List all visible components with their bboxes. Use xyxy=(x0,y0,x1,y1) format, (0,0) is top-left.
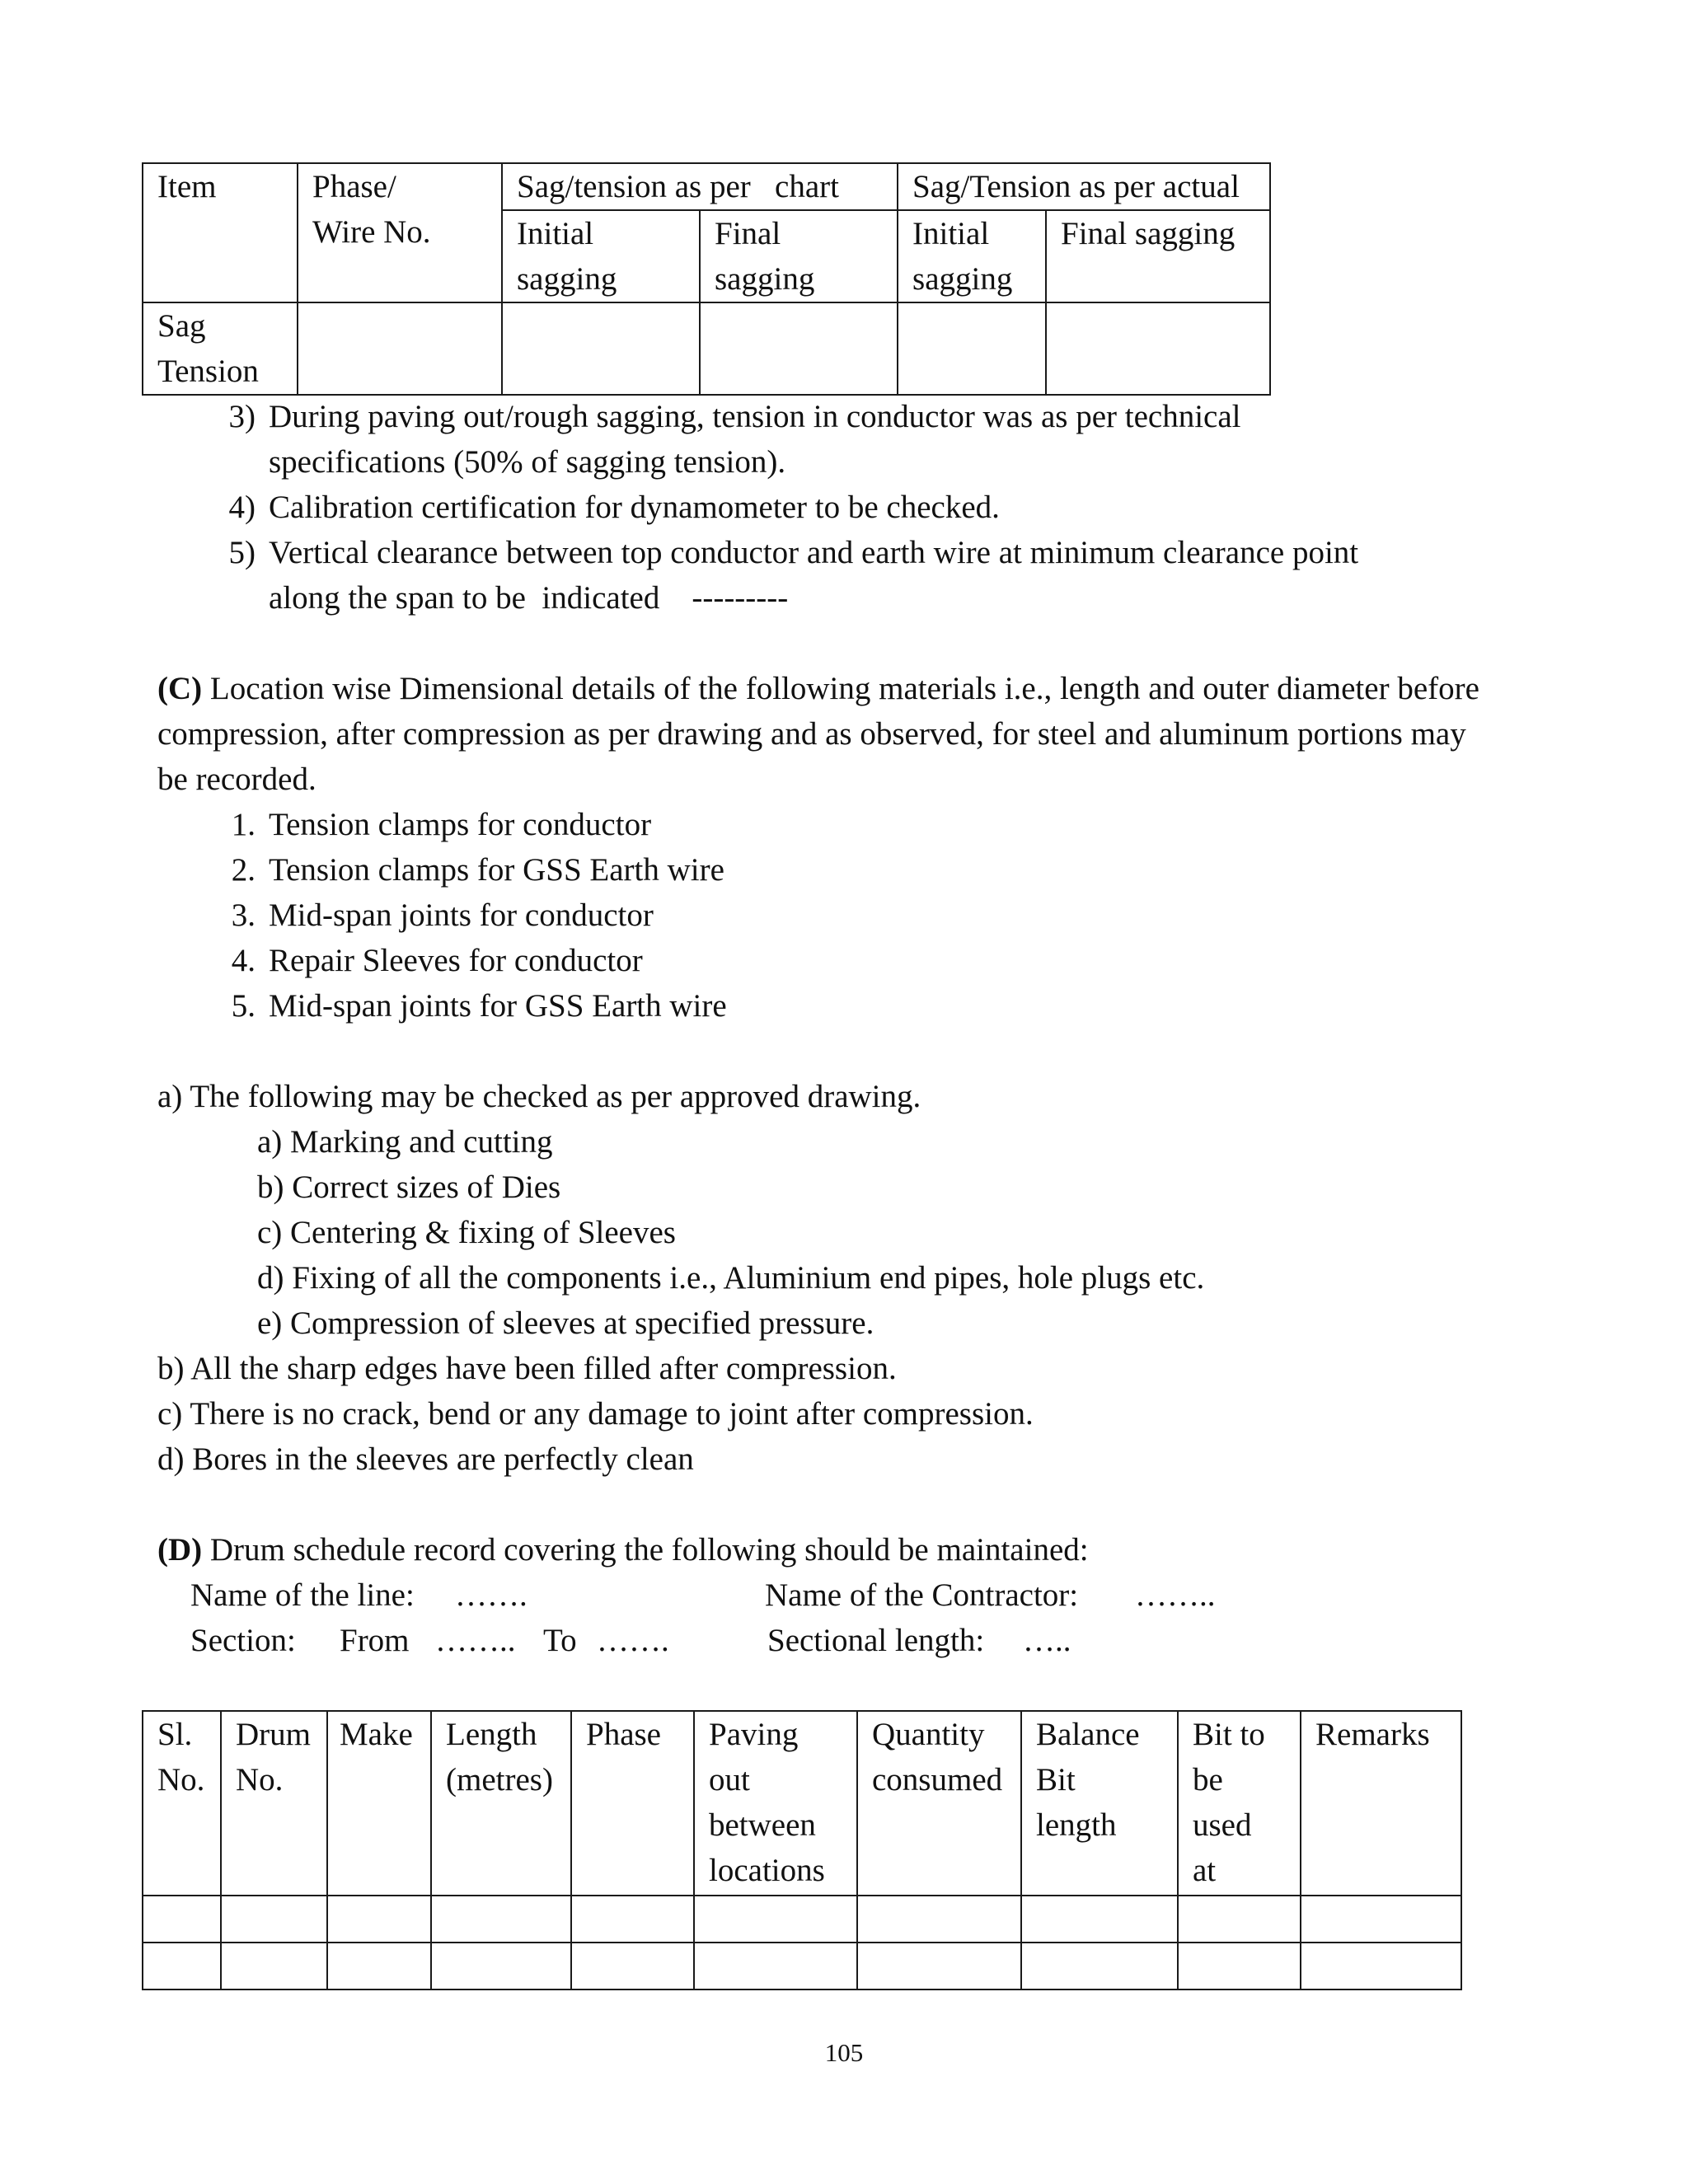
header-chart-group: Sag/tension as per chart xyxy=(502,163,898,210)
name-of-line-label: Name of the line: xyxy=(190,1577,415,1613)
table-cell xyxy=(327,1896,431,1943)
sectional-length-label: Sectional length: xyxy=(767,1623,985,1658)
table-cell xyxy=(571,1943,694,1990)
table-cell xyxy=(221,1943,327,1990)
header-length: Length (metres) xyxy=(431,1711,571,1896)
sectional-length-value: ….. xyxy=(1023,1623,1071,1658)
sag-tension-table xyxy=(142,162,1271,396)
header-phase-wire: Phase/ Wire No. xyxy=(298,163,502,302)
list-item: d) Fixing of all the components i.e., Aluminium end pipes, hole plugs etc. xyxy=(257,1260,1205,1296)
header-bit-to-be-used-at: Bit to be used at xyxy=(1178,1711,1301,1896)
table-cell xyxy=(327,1943,431,1990)
list-item: 5) Vertical clearance between top conductor and earth wire at minimum clearance point xyxy=(228,535,1359,570)
section-c-items xyxy=(208,802,727,1029)
table-cell xyxy=(857,1943,1021,1990)
table-cell xyxy=(1178,1896,1301,1943)
section-label: Section: xyxy=(190,1623,296,1658)
check-sub-list xyxy=(257,1119,1204,1346)
table-cell xyxy=(694,1943,857,1990)
section-d-label: (D) xyxy=(157,1532,203,1568)
table-cell xyxy=(431,1943,571,1990)
header-actual-initial: Initial sagging xyxy=(898,210,1046,302)
section-c-paragraph: (C) Location wise Dimensional details of the following materials i.e., length and outer diameter before compression, after compression as per drawing and as observed, for steel and aluminum portions may be recorded. xyxy=(157,671,1479,797)
list-item: 2. Tension clamps for GSS Earth wire xyxy=(231,852,724,888)
list-item: 5. Mid-span joints for GSS Earth wire xyxy=(231,988,727,1024)
from-label: From xyxy=(340,1623,410,1658)
section-d-heading: (D) Drum schedule record covering the following should be maintained: xyxy=(157,1532,1089,1568)
table-cell xyxy=(298,302,502,395)
name-of-line-value: ……. xyxy=(455,1577,528,1613)
check-b: b) All the sharp edges have been filled after compression. xyxy=(157,1351,897,1386)
header-sl-no: Sl. No. xyxy=(143,1711,221,1896)
header-chart-initial: Initial sagging xyxy=(502,210,700,302)
notes-list xyxy=(208,394,1358,621)
header-chart-final: Final sagging xyxy=(700,210,898,302)
header-actual-group: Sag/Tension as per actual xyxy=(898,163,1270,210)
table-cell xyxy=(221,1896,327,1943)
table-cell xyxy=(1021,1943,1178,1990)
section-c-label: (C) xyxy=(157,671,203,706)
check-c: c) There is no crack, bend or any damage to joint after compression. xyxy=(157,1396,1034,1432)
list-item: b) Correct sizes of Dies xyxy=(257,1169,561,1205)
table-cell xyxy=(1046,302,1270,395)
list-item: 4. Repair Sleeves for conductor xyxy=(231,943,643,978)
list-item: 1. Tension clamps for conductor xyxy=(231,807,652,842)
check-bcd-list xyxy=(157,1346,1034,1482)
to-value: ……. xyxy=(597,1623,669,1658)
table-cell xyxy=(1301,1896,1461,1943)
table-cell xyxy=(694,1896,857,1943)
table-cell xyxy=(143,1943,221,1990)
header-drum-no: Drum No. xyxy=(221,1711,327,1896)
table-cell xyxy=(143,1896,221,1943)
header-quantity-consumed: Quantity consumed xyxy=(857,1711,1021,1896)
list-item: 3. Mid-span joints for conductor xyxy=(231,898,654,933)
name-of-contractor-label: Name of the Contractor: xyxy=(765,1577,1079,1613)
table-row xyxy=(143,1943,1461,1990)
list-item: a) Marking and cutting xyxy=(257,1124,553,1160)
table-cell xyxy=(857,1896,1021,1943)
to-label: To xyxy=(543,1623,577,1658)
header-item: Item xyxy=(143,163,298,302)
header-balance-bit-length: Balance Bit length xyxy=(1021,1711,1178,1896)
check-d: d) Bores in the sleeves are perfectly clean xyxy=(157,1441,694,1477)
from-value: …….. xyxy=(435,1623,516,1658)
list-item-continuation: along the span to be indicated --------- xyxy=(269,580,789,616)
table-cell xyxy=(1178,1943,1301,1990)
list-item-continuation: specifications (50% of sagging tension). xyxy=(269,444,786,480)
header-make: Make xyxy=(327,1711,431,1896)
list-item: 4) Calibration certification for dynamometer to be checked. xyxy=(228,490,1000,525)
page-number: 105 xyxy=(824,2038,864,2067)
drum-schedule-table xyxy=(142,1710,1462,1990)
table-cell xyxy=(1301,1943,1461,1990)
header-actual-final: Final sagging xyxy=(1046,210,1270,302)
table-cell xyxy=(502,302,700,395)
table-cell xyxy=(700,302,898,395)
row-label-sag-tension: Sag Tension xyxy=(143,302,298,395)
list-item: c) Centering & fixing of Sleeves xyxy=(257,1215,676,1250)
table-cell xyxy=(898,302,1046,395)
header-paving-out: Paving out between locations xyxy=(694,1711,857,1896)
table-row xyxy=(143,1896,1461,1943)
table-cell xyxy=(1021,1896,1178,1943)
header-phase: Phase xyxy=(571,1711,694,1896)
name-of-contractor-value: …….. xyxy=(1135,1577,1216,1613)
list-item: 3) During paving out/rough sagging, tension in conductor was as per technical xyxy=(228,399,1241,434)
table-cell xyxy=(431,1896,571,1943)
header-remarks: Remarks xyxy=(1301,1711,1461,1896)
list-item: e) Compression of sleeves at specified pressure. xyxy=(257,1305,874,1341)
table-cell xyxy=(571,1896,694,1943)
check-a: a) The following may be checked as per approved drawing. xyxy=(157,1079,921,1114)
